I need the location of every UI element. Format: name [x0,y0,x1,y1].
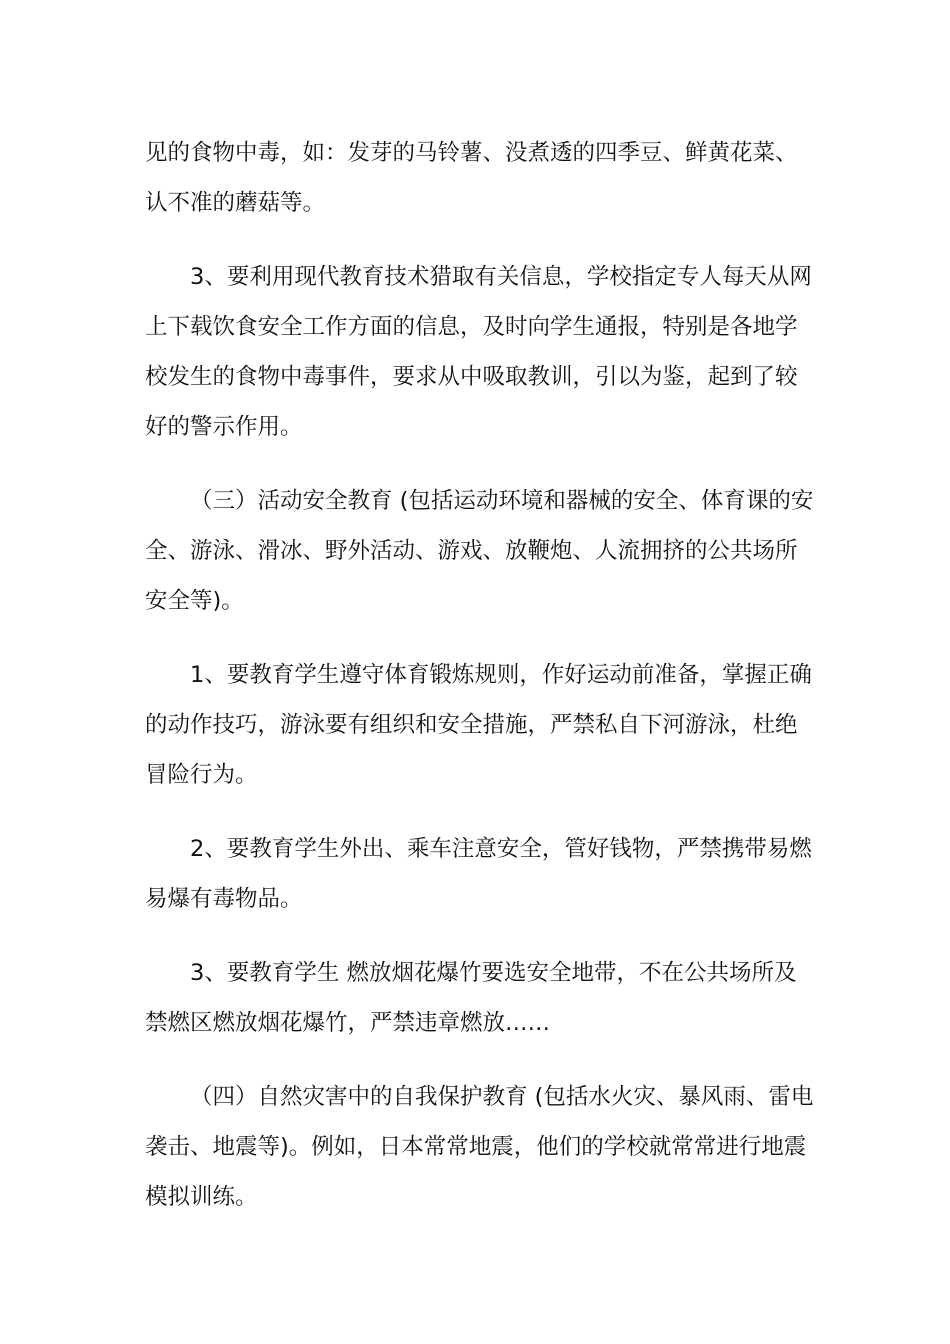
text-line: （三）活动安全教育 (包括运动环境和器械的安全、体育课的安 [190,488,814,514]
text-line: 校发生的食物中毒事件，要求从中吸取教训，引以为鉴，起到了较 [145,364,798,390]
paragraph-item-3-information [145,252,810,452]
text-line: 冒险行为。 [145,762,258,788]
paragraph-item-2-travel [145,824,810,924]
text-line: 2、要教育学生外出、乘车注意安全，管好钱物，严禁携带易燃 [190,836,812,862]
text-line: 的动作技巧，游泳要有组织和安全措施，严禁私自下河游泳，杜绝 [145,712,798,738]
text-line: 3、要教育学生 燃放烟花爆竹要选安全地带，不在公共场所及 [190,960,797,986]
text-line: 安全等)。 [145,588,244,614]
paragraph-item-3-fireworks [145,948,810,1048]
text-line: （四）自然灾害中的自我保护教育 (包括水火灾、暴风雨、雷电 [190,1084,814,1110]
text-line: 3、要利用现代教育技术猎取有关信息，学校指定专人每天从网 [190,264,812,290]
text-line: 认不准的蘑菇等。 [145,190,326,216]
document-page [145,128,814,1222]
text-line: 袭击、地震等)。例如，日本常常地震，他们的学校就常常进行地震 [145,1134,807,1160]
paragraph-food-poisoning-examples [145,128,810,228]
text-line: 1、要教育学生遵守体育锻炼规则，作好运动前准备，掌握正确 [190,662,812,688]
section-heading-natural-disaster [145,1072,814,1222]
text-line: 全、游泳、滑冰、野外活动、游戏、放鞭炮、人流拥挤的公共场所 [145,538,798,564]
text-line: 易爆有毒物品。 [145,886,303,912]
paragraph-item-1-sports [145,650,810,800]
text-line: 见的食物中毒，如：发芽的马铃薯、没煮透的四季豆、鲜黄花菜、 [145,140,798,166]
text-line: 禁燃区燃放烟花爆竹，严禁违章燃放…… [145,1010,551,1036]
text-line: 模拟训练。 [145,1184,258,1210]
text-line: 上下载饮食安全工作方面的信息，及时向学生通报，特别是各地学 [145,314,798,340]
text-line: 好的警示作用。 [145,414,303,440]
section-heading-activity-safety [145,476,814,626]
